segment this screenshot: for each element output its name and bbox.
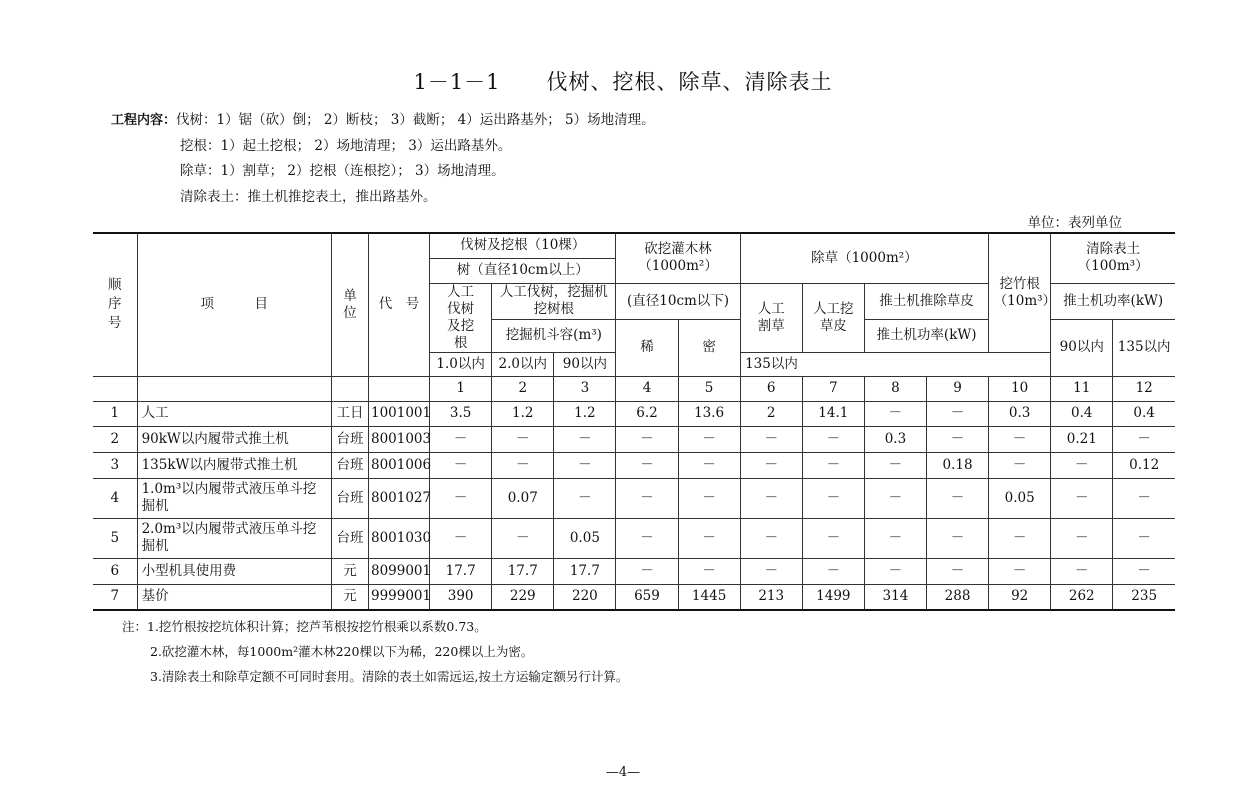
col-number: 2 — [492, 376, 554, 401]
header-bucket: 挖掘机斗容(m³) — [492, 319, 616, 352]
row-value: － — [1113, 426, 1175, 452]
row-unit: 元 — [331, 584, 368, 610]
row-value: 0.05 — [554, 518, 616, 558]
row-value: － — [864, 558, 926, 584]
col-number: 12 — [1113, 376, 1175, 401]
header-item: 项 目 — [137, 233, 331, 376]
title-text: 伐树、挖根、除草、清除表土 — [546, 70, 833, 94]
row-value: 1.2 — [492, 401, 554, 426]
row-seq: 6 — [93, 558, 137, 584]
row-code: 1001001 — [368, 401, 429, 426]
row-value: － — [926, 518, 988, 558]
col-number: 7 — [802, 376, 864, 401]
row-value: － — [926, 401, 988, 426]
row-value: － — [554, 426, 616, 452]
header-seq: 顺序号 — [93, 233, 137, 376]
row-value: 314 — [864, 584, 926, 610]
header-topsoil-power: 推土机功率(kW) — [1051, 283, 1175, 319]
title-number: 1－1－1 — [413, 70, 501, 94]
row-value: 0.12 — [1113, 452, 1175, 478]
table-row — [93, 426, 1175, 452]
row-unit: 工日 — [331, 401, 368, 426]
header-bamboo-root: 挖竹根（10m³） — [989, 233, 1051, 352]
row-value: － — [864, 478, 926, 518]
header-group-shrub: 砍挖灌木林（1000m²） — [616, 233, 740, 283]
row-value: － — [802, 518, 864, 558]
row-value: 288 — [926, 584, 988, 610]
header-unit: 单位 — [331, 233, 368, 376]
header-col9: 135以内 — [740, 352, 802, 376]
row-value: － — [678, 426, 740, 452]
col-number: 5 — [678, 376, 740, 401]
row-value: 390 — [430, 584, 492, 610]
row-unit: 台班 — [331, 452, 368, 478]
row-seq: 2 — [93, 426, 137, 452]
header-tree-diameter: 树（直径10cm以上） — [430, 258, 616, 283]
col-number: 10 — [989, 376, 1051, 401]
row-value: － — [926, 478, 988, 518]
header-col2: 1.0以内 — [430, 352, 492, 376]
table-row — [93, 584, 1175, 610]
row-value: － — [989, 452, 1051, 478]
row-value: 0.21 — [1051, 426, 1113, 452]
col-number: 1 — [430, 376, 492, 401]
row-value: － — [864, 401, 926, 426]
row-value: － — [989, 558, 1051, 584]
col-number: 3 — [554, 376, 616, 401]
row-value: － — [616, 452, 678, 478]
row-code: 8001027 — [368, 478, 429, 518]
row-value: － — [678, 518, 740, 558]
header-col5: 密 — [678, 319, 740, 376]
header-col3: 2.0以内 — [492, 352, 554, 376]
row-value: － — [616, 558, 678, 584]
header-shrub-diameter: (直径10cm以下) — [616, 283, 740, 319]
header-col11: 90以内 — [1051, 319, 1113, 376]
row-value: － — [802, 558, 864, 584]
row-item: 小型机具使用费 — [137, 558, 331, 584]
row-value: 14.1 — [802, 401, 864, 426]
row-value: － — [1051, 452, 1113, 478]
row-value: 6.2 — [616, 401, 678, 426]
row-value: － — [616, 518, 678, 558]
row-value: 17.7 — [554, 558, 616, 584]
row-unit: 台班 — [331, 478, 368, 518]
row-value: － — [430, 518, 492, 558]
row-seq: 1 — [93, 401, 137, 426]
column-number-row — [93, 376, 1175, 401]
row-value: － — [740, 518, 802, 558]
row-value: － — [740, 558, 802, 584]
row-value: 0.4 — [1051, 401, 1113, 426]
work-content-line: 清除表土：推土机推挖表土，推出路基外。 — [180, 188, 437, 205]
row-value: － — [802, 452, 864, 478]
header-group-felling: 伐树及挖根（10棵） — [430, 233, 616, 258]
header-group-topsoil: 清除表土（100m³） — [1051, 233, 1175, 283]
row-value: － — [989, 518, 1051, 558]
page-number: —4— — [605, 765, 641, 780]
quota-table — [93, 232, 1175, 611]
work-content-line: 工程内容：伐树：1）锯（砍）倒； 2）断枝； 3）截断； 4）运出路基外； 5）场地清理。 — [111, 112, 655, 128]
row-value: 17.7 — [492, 558, 554, 584]
row-value: 92 — [989, 584, 1051, 610]
row-value: 262 — [1051, 584, 1113, 610]
row-value: － — [864, 518, 926, 558]
header-col6: 人工割草 — [740, 283, 802, 352]
row-code: 9999001 — [368, 584, 429, 610]
header-col12: 135以内 — [1113, 319, 1175, 376]
work-content-line: 除草：1）割草； 2）挖根（连根挖）； 3）场地清理。 — [180, 163, 505, 179]
header-code: 代 号 — [368, 233, 429, 376]
row-code: 8099001 — [368, 558, 429, 584]
page-title — [0, 66, 1246, 96]
table-row — [93, 558, 1175, 584]
col-number: 11 — [1051, 376, 1113, 401]
header-col89: 推土机推除草皮 — [864, 283, 988, 319]
table-row — [93, 518, 1175, 558]
row-value: － — [740, 452, 802, 478]
row-value: － — [492, 518, 554, 558]
header-bulldozer-power: 推土机功率(kW) — [864, 319, 988, 352]
row-value: － — [802, 426, 864, 452]
header-col7: 人工挖草皮 — [802, 283, 864, 352]
row-value: － — [678, 452, 740, 478]
row-value: 659 — [616, 584, 678, 610]
row-value: － — [492, 452, 554, 478]
row-value: 2 — [740, 401, 802, 426]
row-seq: 7 — [93, 584, 137, 610]
table-row — [93, 452, 1175, 478]
row-value: 220 — [554, 584, 616, 610]
row-value: 13.6 — [678, 401, 740, 426]
row-value: － — [616, 478, 678, 518]
row-code: 8001003 — [368, 426, 429, 452]
row-value: － — [1051, 558, 1113, 584]
unit-note: 单位：表列单位 — [1027, 215, 1122, 231]
row-value: － — [989, 426, 1051, 452]
row-unit: 元 — [331, 558, 368, 584]
row-item: 基价 — [137, 584, 331, 610]
row-value: － — [554, 478, 616, 518]
row-value: 0.4 — [1113, 401, 1175, 426]
row-value: 0.3 — [989, 401, 1051, 426]
table-row — [93, 478, 1175, 518]
row-value: 1445 — [678, 584, 740, 610]
row-value: 0.07 — [492, 478, 554, 518]
row-value: － — [1113, 558, 1175, 584]
row-value: － — [926, 558, 988, 584]
header-col23: 人工伐树，挖掘机挖树根 — [492, 283, 616, 319]
notes — [122, 614, 628, 689]
row-value: － — [492, 426, 554, 452]
col-number: 9 — [926, 376, 988, 401]
row-value: 17.7 — [430, 558, 492, 584]
row-unit: 台班 — [331, 426, 368, 452]
row-item: 135kW以内履带式推土机 — [137, 452, 331, 478]
row-value: － — [740, 426, 802, 452]
row-code: 8001006 — [368, 452, 429, 478]
header-col1: 人工伐树及挖根 — [430, 283, 492, 352]
row-value: － — [430, 478, 492, 518]
note-line: 注：1.挖竹根按挖坑体积计算；挖芦苇根按挖竹根乘以系数0.73。 — [122, 619, 487, 634]
row-value: － — [430, 426, 492, 452]
row-value: － — [430, 452, 492, 478]
row-code: 8001030 — [368, 518, 429, 558]
row-value: 235 — [1113, 584, 1175, 610]
note-line: 3.清除表土和除草定额不可同时套用。清除的表土如需远运,按土方运输定额另行计算。 — [150, 669, 629, 684]
row-value: 229 — [492, 584, 554, 610]
row-value: 0.05 — [989, 478, 1051, 518]
row-value: 213 — [740, 584, 802, 610]
row-value: － — [802, 478, 864, 518]
col-number: 4 — [616, 376, 678, 401]
table-row — [93, 401, 1175, 426]
row-value: － — [678, 558, 740, 584]
row-value: － — [678, 478, 740, 518]
row-value: － — [1113, 478, 1175, 518]
row-item: 90kW以内履带式推土机 — [137, 426, 331, 452]
row-unit: 台班 — [331, 518, 368, 558]
row-value: － — [554, 452, 616, 478]
col-number: 6 — [740, 376, 802, 401]
row-value: － — [1051, 478, 1113, 518]
header-col4: 稀 — [616, 319, 678, 376]
header-group-weeding: 除草（1000m²） — [740, 233, 988, 283]
row-item: 1.0m³以内履带式液压单斗挖掘机 — [137, 478, 331, 518]
row-value: 0.3 — [864, 426, 926, 452]
note-line: 2.砍挖灌木林，每1000m²灌木林220棵以下为稀，220棵以上为密。 — [150, 644, 534, 659]
row-value: 0.18 — [926, 452, 988, 478]
row-value: － — [926, 426, 988, 452]
row-value: － — [616, 426, 678, 452]
work-content — [111, 108, 655, 210]
col-number: 8 — [864, 376, 926, 401]
row-seq: 5 — [93, 518, 137, 558]
row-value: 1.2 — [554, 401, 616, 426]
work-content-line: 挖根：1）起土挖根； 2）场地清理； 3）运出路基外。 — [180, 137, 512, 154]
work-content-lead: 工程内容： — [111, 113, 177, 128]
row-value: 3.5 — [430, 401, 492, 426]
header-col8: 90以内 — [554, 352, 616, 376]
row-item: 2.0m³以内履带式液压单斗挖掘机 — [137, 518, 331, 558]
row-value: 1499 — [802, 584, 864, 610]
row-item: 人工 — [137, 401, 331, 426]
row-value: － — [740, 478, 802, 518]
row-seq: 4 — [93, 478, 137, 518]
row-value: － — [1113, 518, 1175, 558]
row-seq: 3 — [93, 452, 137, 478]
row-value: － — [1051, 518, 1113, 558]
row-value: － — [864, 452, 926, 478]
